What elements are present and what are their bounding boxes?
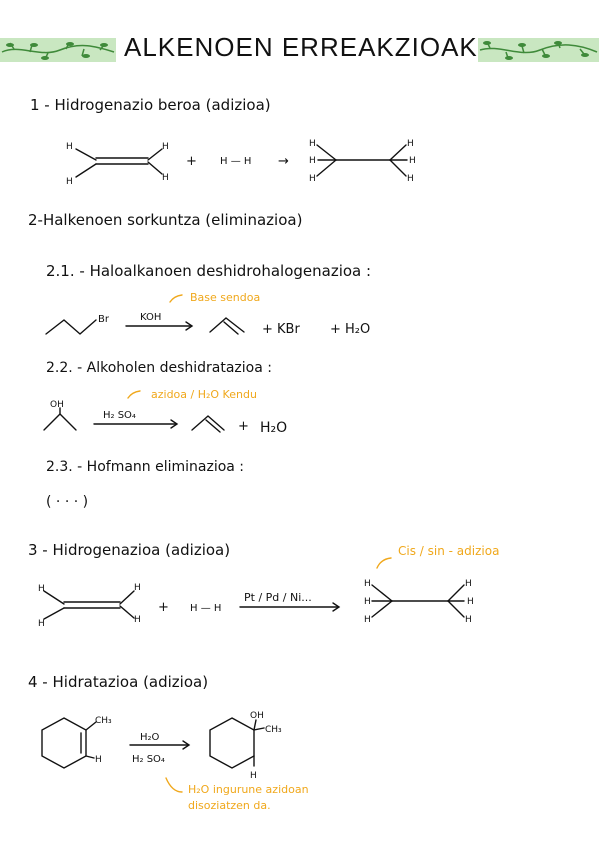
r3-reagent: Pt / Pd / Ni...	[244, 591, 312, 604]
r1-h-bottom-left: H	[66, 177, 73, 187]
reaction-2-1-propene	[210, 318, 244, 334]
reaction-1-ethane	[317, 145, 407, 176]
note-azidoa-h2o-kendu: azidoa / H₂O Kendu	[151, 388, 257, 401]
note-arrow-base	[170, 295, 182, 302]
r3-ethane-h-6: H	[465, 615, 472, 625]
section-1-heading: 1 - Hidrogenazio beroa (adizioa)	[30, 96, 271, 114]
r21-reagent: KOH	[140, 312, 162, 323]
r4-ch3-reactant: CH₃	[95, 716, 112, 726]
note-h2o-ingurune-azidoan: H₂O ingurune azidoan	[188, 783, 309, 796]
r1-ethane-h-2: H	[309, 156, 316, 166]
r21-kbr: + KBr	[262, 322, 300, 337]
r1-plus: +	[186, 154, 197, 169]
reaction-1-ethene	[76, 149, 162, 177]
r22-reagent: H₂ SO₄	[103, 410, 136, 421]
r3-h-bottom-right: H	[134, 615, 141, 625]
r1-ethane-h-5: H	[409, 156, 416, 166]
r22-oh: OH	[50, 400, 64, 410]
r4-reagent-top: H₂O	[140, 732, 160, 743]
r3-plus: +	[158, 600, 169, 615]
r1-h-top-right: H	[162, 142, 169, 152]
r4-reagent-bottom: H₂ SO₄	[132, 754, 165, 765]
r1-ethane-h-1: H	[309, 139, 316, 149]
r4-h-reactant: H	[95, 755, 102, 765]
subsection-2-3-body: ( · · · )	[46, 494, 89, 510]
subsection-2-2-heading: 2.2. - Alkoholen deshidratazioa :	[46, 360, 272, 376]
section-4-heading: 4 - Hidratazioa (adizioa)	[28, 673, 209, 691]
r1-ethane-h-6: H	[407, 174, 414, 184]
r4-oh-product: OH	[250, 711, 264, 721]
reaction-2-2-alcohol	[44, 408, 76, 430]
r4-ch3-product: CH₃	[265, 725, 282, 735]
r1-h-bottom-right: H	[162, 173, 169, 183]
reaction-3-ethene	[44, 591, 134, 619]
page-title: ALKENOEN ERREAKZIOAK	[124, 32, 478, 62]
r3-ethane-h-4: H	[465, 579, 472, 589]
r3-h-top-left: H	[38, 584, 45, 594]
r3-ethane-h-1: H	[364, 579, 371, 589]
reaction-2-2-propene	[192, 416, 224, 432]
r22-plus: +	[238, 419, 249, 434]
reaction-4-methylcyclohexene	[42, 718, 96, 768]
reaction-4-methylcyclohexanol	[210, 718, 264, 768]
subsection-2-1-heading: 2.1. - Haloalkanoen deshidrohalogenazioa :	[46, 262, 372, 280]
reaction-2-1-haloalkane	[46, 320, 96, 334]
r1-h2: H — H	[220, 156, 252, 167]
r1-ethane-h-3: H	[309, 174, 316, 184]
note-arrow-azidoa	[128, 391, 140, 398]
note-arrow-h2o	[166, 778, 182, 792]
r1-ethane-h-4: H	[407, 139, 414, 149]
r3-h-top-right: H	[134, 583, 141, 593]
r3-ethane-h-2: H	[364, 597, 371, 607]
r3-ethane-h-5: H	[467, 597, 474, 607]
r3-ethane-h-3: H	[364, 615, 371, 625]
r1-arrow: →	[278, 154, 289, 169]
note-disoziatzen-da: disoziatzen da.	[188, 799, 271, 812]
r22-water: H₂O	[260, 420, 288, 436]
note-base-sendoa: Base sendoa	[190, 291, 261, 304]
note-cis-sin-adizioa: Cis / sin - adizioa	[398, 544, 500, 558]
r21-br: Br	[98, 314, 109, 325]
subsection-2-3-heading: 2.3. - Hofmann eliminazioa :	[46, 459, 245, 475]
note-arrow-cis	[377, 558, 391, 568]
r3-h2: H — H	[190, 603, 222, 614]
r1-h-top-left: H	[66, 142, 73, 152]
r4-h-product: H	[250, 771, 257, 781]
r21-h2o: + H₂O	[330, 322, 371, 337]
section-2-heading: 2-Halkenoen sorkuntza (eliminazioa)	[28, 211, 303, 229]
r3-h-bottom-left: H	[38, 619, 45, 629]
reaction-3-ethane	[372, 585, 464, 617]
section-3-heading: 3 - Hidrogenazioa (adizioa)	[28, 541, 231, 559]
